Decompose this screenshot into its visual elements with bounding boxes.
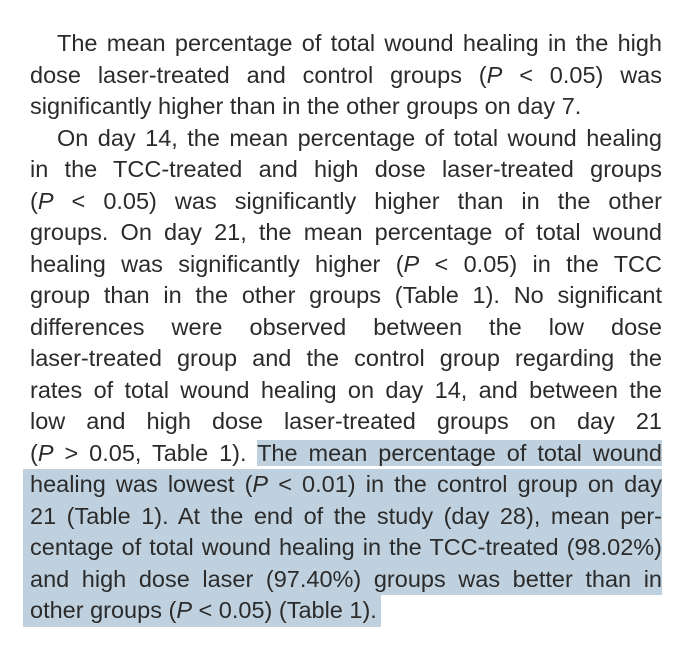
text-line: dose laser-treated and control groups (P < 0.05) was: [30, 61, 663, 88]
paragraph-2: [30, 123, 662, 627]
text-line: (P < 0.05) was significantly higher than in the other: [30, 187, 662, 214]
text-line: laser-treated group and the control group regarding the: [30, 345, 662, 371]
text-line: healing was significantly higher (P < 0.05) in the TCC: [30, 250, 662, 277]
text-line: groups. On day 21, the mean percentage of total wound: [30, 219, 662, 245]
text-line: group than in the other groups (Table 1). No significant: [30, 282, 662, 308]
text-line: low and high dose laser-treated groups on day 21: [30, 408, 662, 434]
highlighted-text[interactable]: The mean percentage of total wound: [257, 439, 662, 466]
text-line: rates of total wound healing on day 14, and between the: [30, 376, 662, 403]
text-line: On day 14, the mean percentage of total wound healing: [57, 124, 662, 151]
highlighted-text-line[interactable]: other groups (P < 0.05) (Table 1).: [23, 595, 381, 627]
highlighted-text-line[interactable]: healing was lowest (P < 0.01) in the control group on day: [23, 469, 662, 501]
text-line: significantly higher than in the other groups on day 7.: [30, 93, 582, 119]
paragraph-1: [30, 28, 662, 123]
text-line: differences were observed between the low dose: [30, 313, 662, 340]
text-line: (P > 0.05, Table 1). The mean percentage of total wound: [30, 439, 662, 466]
highlighted-text-line[interactable]: 21 (Table 1). At the end of the study (day 28), mean per-: [23, 501, 662, 533]
text-line: in the TCC-treated and high dose laser-treated groups: [30, 156, 662, 182]
highlighted-text-line[interactable]: and high dose laser (97.40%) groups was better than in: [23, 564, 662, 596]
document-text: [30, 28, 662, 627]
highlighted-text-line[interactable]: centage of total wound healing in the TCC-treated (98.02%): [23, 532, 662, 564]
text-line: The mean percentage of total wound healing in the high: [57, 30, 662, 56]
